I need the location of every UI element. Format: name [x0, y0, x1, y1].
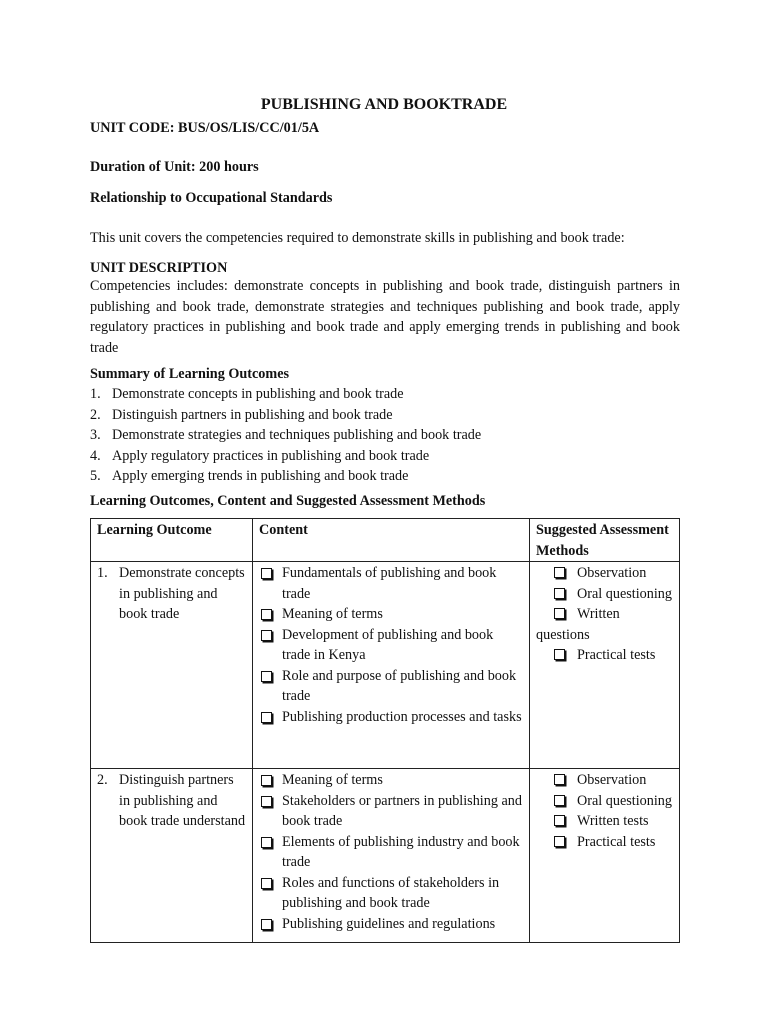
assessment-cell — [530, 562, 680, 769]
content-text: Fundamentals of publishing and book trade — [282, 565, 497, 602]
table-row — [91, 769, 680, 943]
outcome-number: 1. — [97, 565, 108, 581]
list-item — [259, 604, 523, 625]
checkbox-icon — [554, 774, 565, 785]
method-text: Observation — [577, 772, 647, 788]
outcome-text: Distinguish partners in publishing and book trade understand — [119, 772, 246, 829]
list-item — [536, 832, 673, 853]
list-item — [536, 645, 673, 666]
list-item — [536, 791, 673, 812]
list-text: Distinguish partners in publishing and book trade — [112, 406, 393, 423]
summary-heading: Summary of Learning Outcomes — [90, 366, 290, 382]
unit-code: UNIT CODE: BUS/OS/LIS/CC/01/5A — [90, 120, 320, 136]
list-item — [259, 914, 523, 935]
method-text: Written tests — [577, 813, 649, 829]
checkbox-icon — [554, 567, 565, 578]
content-text: Stakeholders or partners in publishing and book trade — [282, 792, 522, 829]
content-text: Development of publishing and book trade in Kenya — [282, 626, 494, 663]
list-item — [259, 666, 523, 707]
list-item — [536, 584, 673, 605]
checkbox-icon — [261, 775, 272, 786]
content-text: Meaning of terms — [282, 606, 383, 622]
checkbox-icon — [554, 608, 565, 619]
list-text: Demonstrate concepts in publishing and book trade — [112, 386, 404, 402]
list-item — [259, 625, 523, 666]
outcome-number: 2. — [97, 772, 108, 788]
list-text: Apply emerging trends in publishing and book trade — [112, 468, 409, 484]
list-item — [536, 770, 673, 791]
method-text: Oral questioning — [577, 792, 672, 809]
relationship-text: This unit covers the competencies required to demonstrate skills in publishing and book trade: — [90, 230, 625, 246]
list-item — [90, 466, 680, 487]
table-row — [91, 562, 680, 769]
method-text: Observation — [577, 565, 647, 581]
table-heading: Learning Outcomes, Content and Suggested Assessment Methods — [90, 493, 486, 509]
checkbox-icon — [554, 649, 565, 660]
list-text: Demonstrate strategies and techniques publishing and book trade — [112, 427, 482, 443]
assessment-table — [90, 518, 680, 943]
assessment-cell — [530, 769, 680, 943]
method-text: Practical tests — [577, 833, 656, 850]
list-item — [259, 832, 523, 873]
list-item — [259, 563, 523, 604]
document-title: PUBLISHING AND BOOKTRADE — [260, 96, 508, 113]
list-item — [259, 707, 523, 728]
checkbox-icon — [261, 878, 272, 889]
header-content: Content — [253, 519, 530, 562]
list-item — [536, 811, 673, 832]
method-text: Written questions — [536, 606, 620, 643]
content-cell — [253, 769, 530, 943]
list-item — [536, 563, 673, 584]
summary-list — [90, 384, 680, 487]
checkbox-icon — [554, 795, 565, 806]
learning-outcome-cell — [91, 769, 253, 943]
description-heading: UNIT DESCRIPTION — [90, 260, 228, 276]
list-item — [90, 425, 680, 446]
list-item — [259, 791, 523, 832]
checkbox-icon — [554, 836, 565, 847]
checkbox-icon — [554, 588, 565, 599]
description-text: Competencies includes: demonstrate concepts in publishing and book trade, distinguish partners in publishing and book trade, demonstrate strategies and techniques publishing and book trade, apply regulatory practices in publishing and book trade and apply emerging trends in publishing and book trade — [90, 278, 680, 356]
checkbox-icon — [261, 796, 272, 807]
list-item — [259, 770, 523, 791]
content-text: Elements of publishing industry and book trade — [282, 833, 520, 870]
header-assessment-methods: Suggested Assessment Methods — [530, 519, 680, 562]
outcome-text: Demonstrate concepts in publishing and book trade — [119, 565, 245, 622]
list-item — [259, 873, 523, 914]
checkbox-icon — [261, 712, 272, 723]
list-number: 3. — [90, 427, 101, 443]
checkbox-icon — [261, 837, 272, 848]
checkbox-icon — [261, 609, 272, 620]
content-text: Meaning of terms — [282, 772, 383, 788]
list-number: 1. — [90, 386, 101, 402]
list-item — [90, 405, 680, 426]
list-number: 5. — [90, 468, 101, 484]
content-text: Roles and functions of stakeholders in publishing and book trade — [282, 874, 500, 911]
list-text: Apply regulatory practices in publishing and book trade — [112, 447, 430, 464]
header-learning-outcome: Learning Outcome — [91, 519, 253, 562]
checkbox-icon — [261, 671, 272, 682]
method-text: Practical tests — [577, 647, 656, 663]
table-header-row — [91, 519, 680, 562]
content-text: Publishing guidelines and regulations — [282, 915, 496, 932]
checkbox-icon — [554, 815, 565, 826]
unit-duration: Duration of Unit: 200 hours — [90, 159, 259, 175]
content-text: Role and purpose of publishing and book trade — [282, 667, 517, 704]
checkbox-icon — [261, 568, 272, 579]
list-item — [90, 384, 680, 405]
list-number: 2. — [90, 406, 101, 423]
content-cell — [253, 562, 530, 769]
relationship-heading: Relationship to Occupational Standards — [90, 190, 333, 206]
checkbox-icon — [261, 630, 272, 641]
checkbox-icon — [261, 919, 272, 930]
learning-outcome-cell — [91, 562, 253, 769]
list-number: 4. — [90, 447, 101, 464]
content-text: Publishing production processes and tasks — [282, 708, 522, 725]
list-item — [90, 446, 680, 467]
method-text: Oral questioning — [577, 585, 672, 602]
list-item — [536, 604, 673, 645]
